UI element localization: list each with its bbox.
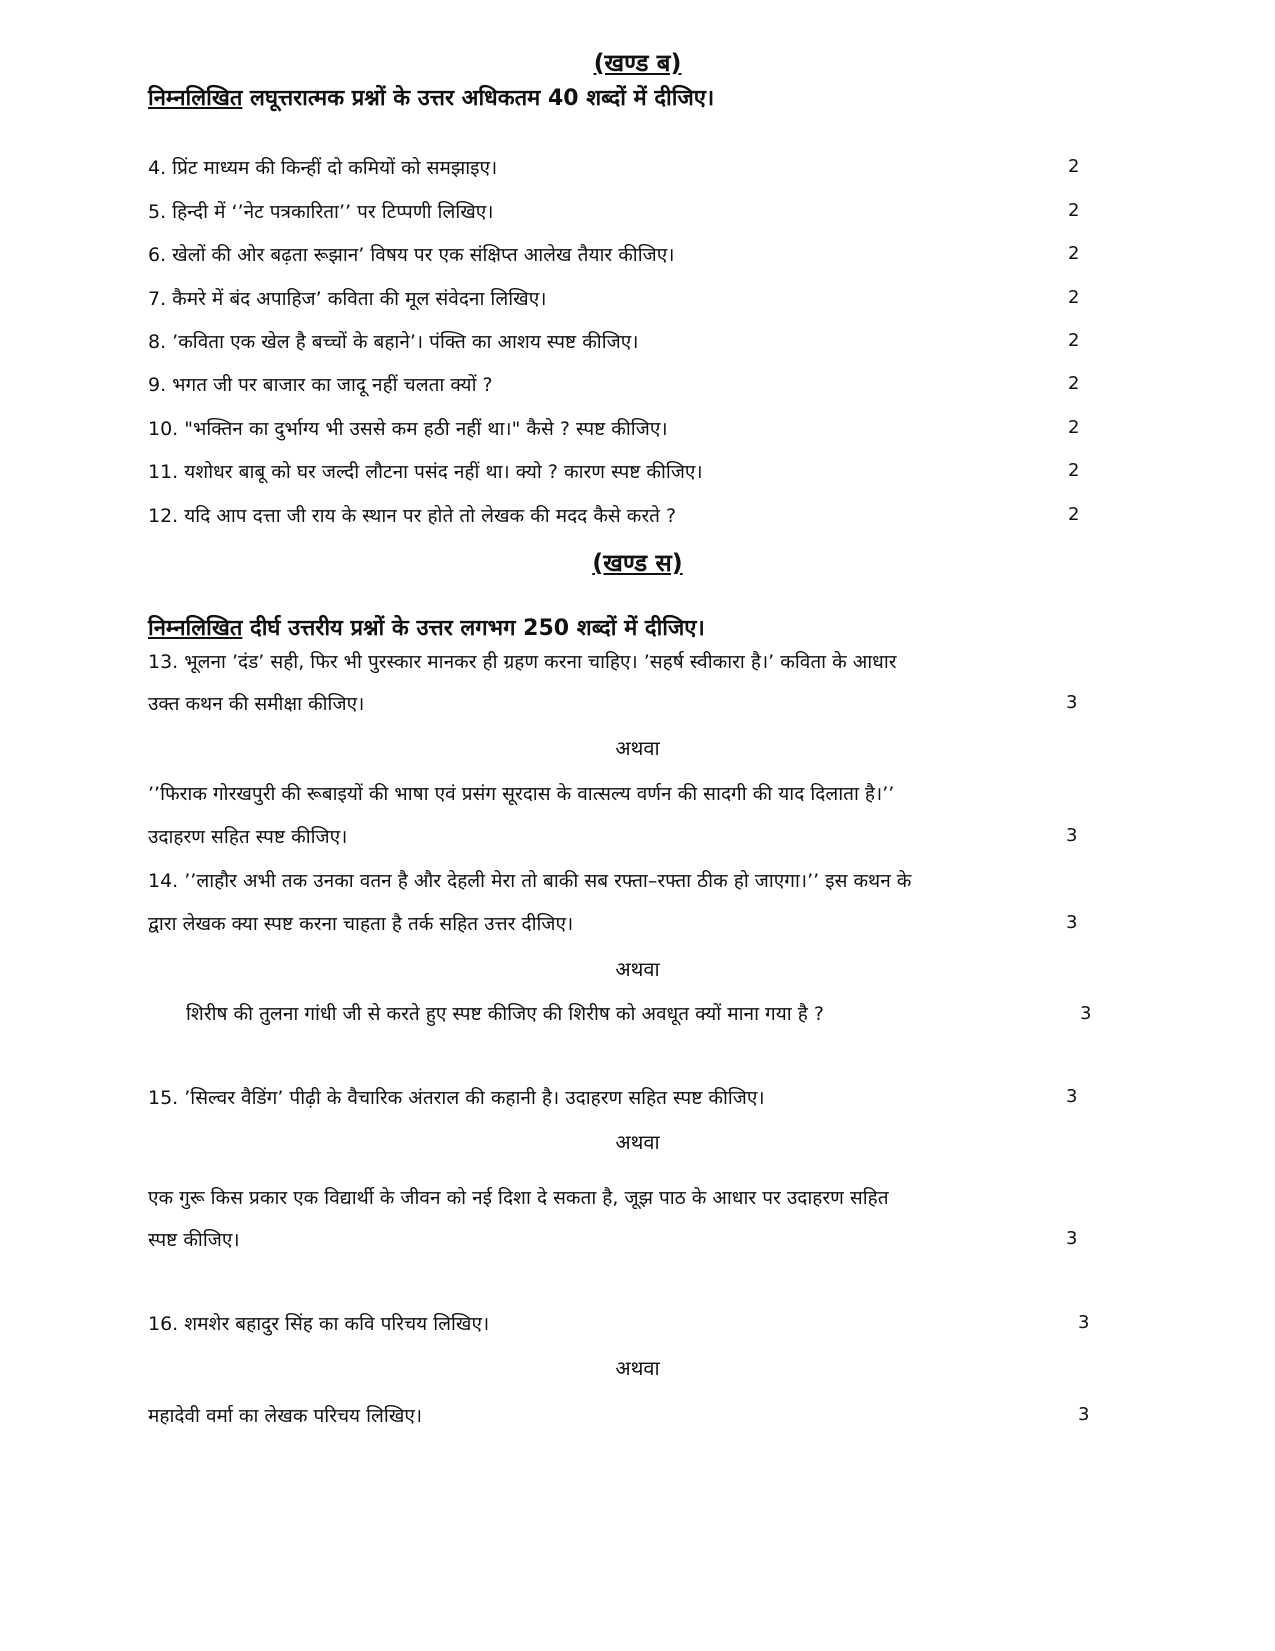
or-label: अथवा	[615, 1130, 660, 1154]
question-13-alt-line-2: उदाहरण सहित स्पष्ट कीजिए।	[148, 826, 348, 848]
question-7: 7. कैमरे में बंद अपाहिज’ कविता की मूल संवेदना लिखिए।	[148, 288, 547, 310]
question-6: 6. खेलों की ओर बढ़ता रूझान’ विषय पर एक संक्षिप्त आलेख तैयार कीजिए।	[148, 244, 675, 266]
question-14-line-1: 14. ’’लाहौर अभी तक उनका वतन है और देहली मेरा तो बाकी सब रफ्ता–रफ्ता ठीक हो जाएगा।’’ इस कथन के	[148, 870, 912, 892]
question-5: 5. हिन्दी में ‘’नेट पत्रकारिता’’ पर टिप्पणी लिखिए।	[148, 201, 494, 223]
question-16-marks: 3	[1078, 1312, 1090, 1333]
question-6-marks: 2	[1068, 243, 1080, 264]
or-label: अथवा	[615, 1356, 660, 1380]
section-c-instruction	[148, 612, 705, 642]
question-14-marks: 3	[1066, 912, 1078, 933]
question-16-line-1: 16. शमशेर बहादुर सिंह का कवि परिचय लिखिए।	[148, 1313, 490, 1335]
question-14-alt-line-1: शिरीष की तुलना गांधी जी से करते हुए स्पष्ट कीजिए की शिरीष को अवधूत क्यों माना गया है ?	[186, 1003, 824, 1025]
question-14-line-2: द्वारा लेखक क्या स्पष्ट करना चाहता है तर्क सहित उत्तर दीजिए।	[148, 913, 574, 935]
question-8-marks: 2	[1068, 330, 1080, 351]
instruction-underlined: निम्नलिखित	[148, 616, 243, 641]
question-13-alt-marks: 3	[1066, 825, 1078, 846]
question-16-alt-line-1: महादेवी वर्मा का लेखक परिचय लिखिए।	[148, 1405, 423, 1427]
section-c-heading: (खण्ड स)	[592, 549, 683, 577]
question-9-marks: 2	[1068, 373, 1080, 394]
question-9: 9. भगत जी पर बाजार का जादू नहीं चलता क्यों ?	[148, 374, 493, 396]
section-b-instruction	[148, 82, 714, 112]
question-8: 8. ’कविता एक खेल है बच्चों के बहाने’। पंक्ति का आशय स्पष्ट कीजिए।	[148, 331, 639, 353]
question-15-line-1: 15. ’सिल्वर वैडिंग’ पीढ़ी के वैचारिक अंतराल की कहानी है। उदाहरण सहित स्पष्ट कीजिए।	[148, 1087, 765, 1109]
question-4-marks: 2	[1068, 156, 1080, 177]
question-13-line-1: 13. भूलना ’दंड’ सही, फिर भी पुरस्कार मानकर ही ग्रहण करना चाहिए। ’सहर्ष स्वीकारा है।’ कविता के आधार	[148, 651, 897, 673]
or-label: अथवा	[615, 957, 660, 981]
question-14-alt-marks: 3	[1080, 1003, 1092, 1024]
question-5-marks: 2	[1068, 200, 1080, 221]
instruction-text: लघूत्तरात्मक प्रश्नों के उत्तर अधिकतम 40 शब्दों में दीजिए।	[242, 86, 715, 111]
question-15-alt-line-2: स्पष्ट कीजिए।	[148, 1229, 240, 1251]
or-label: अथवा	[615, 736, 660, 760]
question-12-marks: 2	[1068, 504, 1080, 525]
question-11-marks: 2	[1068, 460, 1080, 481]
question-15-marks: 3	[1066, 1086, 1078, 1107]
question-13-alt-line-1: ’’फिराक गोरखपुरी की रूबाइयों की भाषा एवं प्रसंग सूरदास के वात्सल्य वर्णन की सादगी की याद दिलाता है।’’	[148, 783, 895, 805]
question-15-alt-marks: 3	[1066, 1228, 1078, 1249]
question-16-alt-marks: 3	[1078, 1404, 1090, 1425]
instruction-underlined: निम्नलिखित	[148, 86, 243, 111]
question-13-marks: 3	[1066, 692, 1078, 713]
question-10: 10. "भक्तिन का दुर्भाग्य भी उससे कम हठी नहीं था।" कैसे ? स्पष्ट कीजिए।	[148, 418, 668, 440]
question-13-line-2: उक्त कथन की समीक्षा कीजिए।	[148, 693, 365, 715]
question-4: 4. प्रिंट माध्यम की किन्हीं दो कमियों को समझाइए।	[148, 157, 498, 179]
question-10-marks: 2	[1068, 417, 1080, 438]
question-7-marks: 2	[1068, 287, 1080, 308]
question-11: 11. यशोधर बाबू को घर जल्दी लौटना पसंद नहीं था। क्यो ? कारण स्पष्ट कीजिए।	[148, 461, 703, 483]
question-12: 12. यदि आप दत्ता जी राय के स्थान पर होते तो लेखक की मदद कैसे करते ?	[148, 505, 677, 527]
instruction-text: दीर्घ उत्तरीय प्रश्नों के उत्तर लगभग 250 शब्दों में दीजिए।	[242, 616, 705, 641]
question-15-alt-line-1: एक गुरू किस प्रकार एक विद्यार्थी के जीवन को नई दिशा दे सकता है, जूझ पाठ के आधार पर उदाहरण सहित	[148, 1187, 889, 1209]
section-b-heading: (खण्ड ब)	[593, 49, 682, 77]
